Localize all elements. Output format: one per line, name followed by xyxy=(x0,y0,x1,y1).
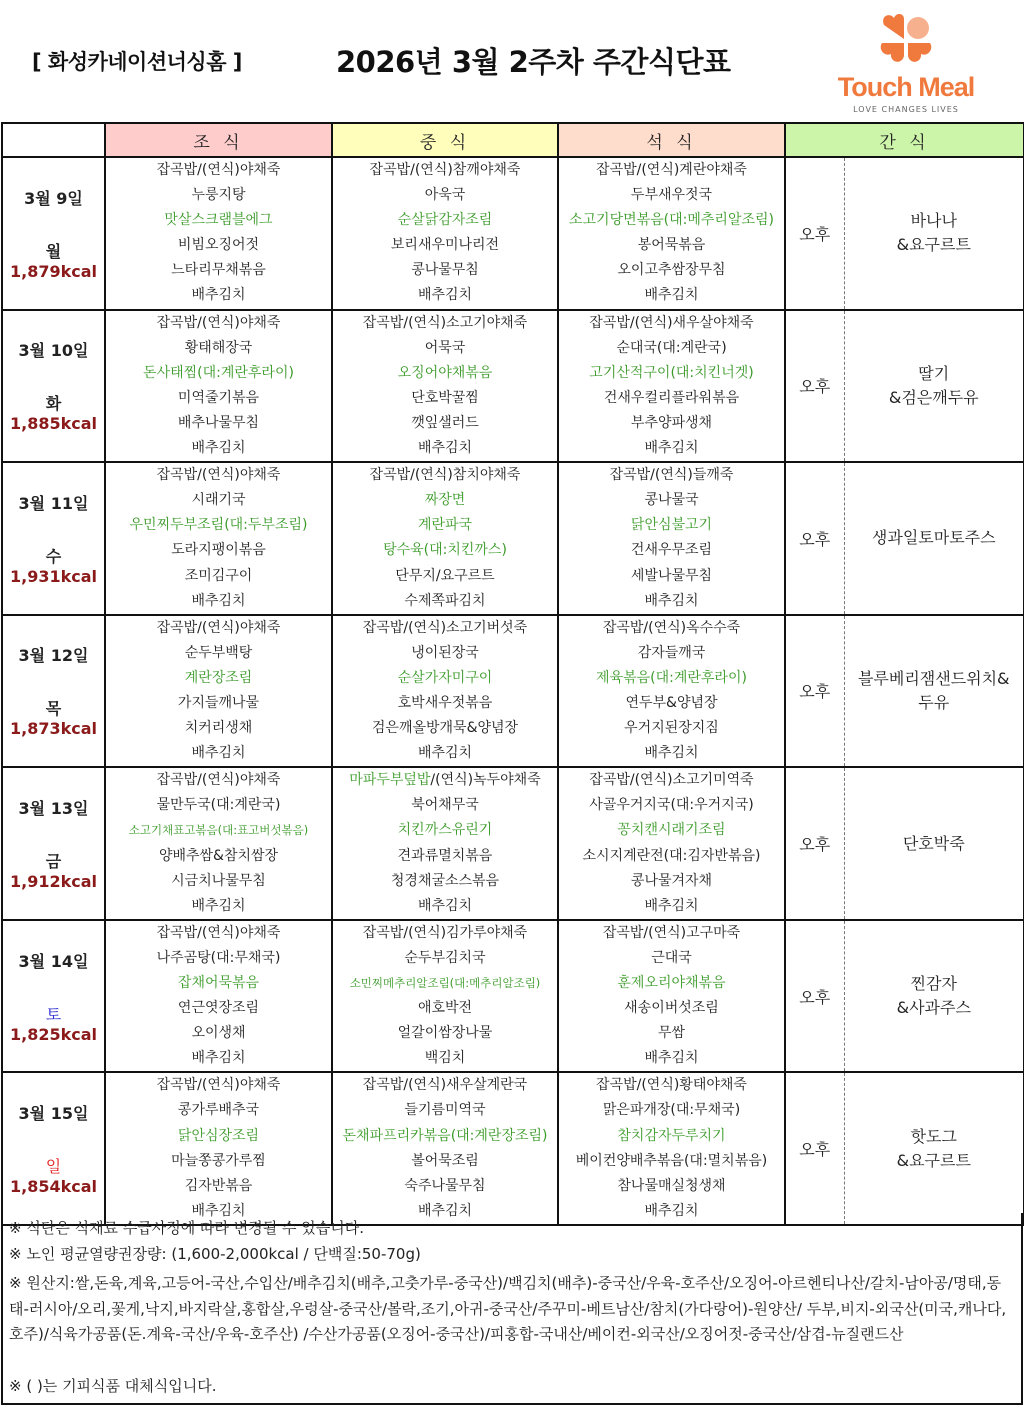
menu-item: 배추김치 xyxy=(417,287,473,304)
day-row xyxy=(2,157,1024,310)
menu-item: 소시지계란전(대:김자반볶음) xyxy=(582,847,761,864)
menu-item: 얼갈이쌈장나물 xyxy=(397,1025,493,1042)
lunch-cell xyxy=(332,920,558,1073)
menu-item: 잡곡밥/(연식)야채죽 xyxy=(156,314,281,331)
snack-time: 오후 xyxy=(785,615,844,768)
menu-item: 잡곡밥/(연식)소고기미역죽 xyxy=(589,772,754,789)
menu-item: 검은깨올방개묵&양념장 xyxy=(371,720,519,737)
date-label: 3월 14일 xyxy=(18,951,89,971)
snack-cell xyxy=(844,310,1024,463)
menu-item: 꽁치캔시래기조림 xyxy=(617,822,726,839)
menu-item: 우민찌두부조림(대:두부조림) xyxy=(129,517,308,534)
menu-item: 느타리무채볶음 xyxy=(171,262,266,279)
snack-item: &요구르트 xyxy=(896,1150,971,1170)
breakfast-cell xyxy=(105,615,332,768)
menu-item: 세발나물무침 xyxy=(630,567,713,584)
lunch-cell xyxy=(332,462,558,615)
clover-hearts-icon xyxy=(826,14,986,72)
page-header xyxy=(0,0,1024,122)
snack-cell xyxy=(844,462,1024,615)
menu-item: 소민찌메추리알조림(대:메추리알조림) xyxy=(349,976,541,990)
menu-item: 베이컨양배추볶음(대:멸치볶음) xyxy=(575,1152,768,1169)
weekday-label: 금 xyxy=(45,852,62,872)
menu-item: 콩나물국 xyxy=(644,492,699,509)
kcal-label: 1,873kcal xyxy=(9,719,97,739)
menu-item: 계란장조림 xyxy=(184,669,253,686)
menu-item: 참나물매실청생채 xyxy=(617,1177,726,1194)
menu-item: 북어채무국 xyxy=(411,797,479,814)
menu-item: 사골우거지국(대:우거지국) xyxy=(589,797,754,814)
menu-item: 김자반볶음 xyxy=(184,1177,253,1194)
menu-item: 배추김치 xyxy=(191,1050,246,1067)
menu-item: 견과류멸치볶음 xyxy=(397,847,493,864)
menu-item: 콩나물겨자채 xyxy=(630,872,713,889)
note-substitute: ※ ( )는 기피식품 대체식입니다. xyxy=(9,1377,217,1395)
kcal-label: 1,879kcal xyxy=(9,261,97,281)
menu-item: 잡곡밥/(연식)소고기버섯죽 xyxy=(362,619,528,636)
menu-item: 양배추쌈&참치쌈장 xyxy=(158,847,279,864)
menu-item: 새송이버섯조림 xyxy=(624,1000,719,1017)
menu-item: 배추김치 xyxy=(644,1202,699,1219)
menu-item: 순살가자미구이 xyxy=(397,669,493,686)
menu-item: 잡곡밥/(연식)새우살야채죽 xyxy=(589,314,754,331)
weekday-label: 토 xyxy=(45,1004,62,1024)
lunch-cell xyxy=(332,310,558,463)
snack-time: 오후 xyxy=(785,767,844,920)
menu-item: 배추나물무침 xyxy=(177,414,260,431)
menu-item: 오징어야채볶음 xyxy=(397,364,493,381)
menu-item: 볼어묵조림 xyxy=(411,1152,479,1169)
menu-item: 오이생채 xyxy=(191,1025,246,1042)
note-calorie: ※ 노인 평균열량권장량: (1,600-2,000kcal / 단백질:50-70g) xyxy=(9,1245,421,1263)
menu-item: 순두부백탕 xyxy=(184,644,253,661)
menu-item: 조미김구이 xyxy=(184,567,253,584)
lunch-cell xyxy=(332,615,558,768)
header-breakfast: 조 식 xyxy=(105,123,332,157)
menu-item: 근대국 xyxy=(651,949,692,966)
menu-item: 제육볶음(대:계란후라이) xyxy=(596,669,747,686)
day-row xyxy=(2,310,1024,463)
day-row xyxy=(2,920,1024,1073)
menu-item: 연근엿장조림 xyxy=(177,1000,260,1017)
date-label: 3월 15일 xyxy=(18,1104,89,1124)
menu-item: 잡곡밥/(연식)야채죽 xyxy=(156,924,281,941)
breakfast-cell xyxy=(105,310,332,463)
menu-item: 감자들깨국 xyxy=(637,644,706,661)
logo-brand: Touch Meal xyxy=(837,72,975,102)
snack-time: 오후 xyxy=(785,462,844,615)
snack-item: 딸기 xyxy=(918,363,950,383)
note-origin: ※ 원산지:쌀,돈육,계육,고등어-국산,수입산/배추김치(배추,고춧가루-중국산)/백김치(배추)-중국산/우육-호주산/오징어-아르헨티나산/갈치-남아공/명태,동태-러시아/오리,꽃게,낙지,바지락살,홍합살,우렁살-중국산/볼락,조기,아귀-중국산/주꾸미-베트남산/참치(가다랑어)-원양산/ 두부,비지-외국산(미국,캐나다,호주)/식육가공품(돈.계육-국산/우육-호주산) /수산가공품(오징어-중국산)/피홍합-국내산/베이컨-외국산/오징어젓-중국산/삼겹-뉴질랜드산 xyxy=(9,1274,1007,1343)
menu-item: 도라지팽이볶음 xyxy=(171,542,266,559)
lunch-cell xyxy=(332,1072,558,1225)
snack-cell xyxy=(844,157,1024,310)
menu-item: 나주곰탕(대:무채국) xyxy=(156,949,281,966)
menu-item: 호박새우젓볶음 xyxy=(397,694,493,711)
menu-item: 잡곡밥/(연식)들깨죽 xyxy=(609,467,734,484)
menu-item: 닭안심불고기 xyxy=(630,517,713,534)
lunch-cell xyxy=(332,767,558,920)
day-cell xyxy=(2,462,105,615)
weekday-label: 수 xyxy=(45,546,62,566)
snack-time: 오후 xyxy=(785,310,844,463)
menu-item: 순두부김치국 xyxy=(404,949,486,966)
menu-item: 마늘쫑콩가루찜 xyxy=(171,1152,266,1169)
alt-part: /(연식)녹두야채죽 xyxy=(430,772,541,789)
menu-item: 잡곡밥/(연식)소고기야채죽 xyxy=(362,314,528,331)
date-label: 3월 11일 xyxy=(18,493,89,513)
menu-item: 배추김치 xyxy=(191,440,246,457)
day-cell xyxy=(2,767,105,920)
menu-item: 잡곡밥/(연식)야채죽 xyxy=(156,162,281,178)
weekday-label: 화 xyxy=(45,394,62,414)
menu-item: 소고기채표고볶음(대:표고버섯볶음) xyxy=(128,823,309,838)
weekday-label: 일 xyxy=(45,1157,62,1177)
kcal-label: 1,885kcal xyxy=(9,414,97,434)
header-lunch: 중 식 xyxy=(332,123,558,157)
menu-item: 배추김치 xyxy=(417,897,473,914)
menu-item: 배추김치 xyxy=(191,592,246,609)
day-cell xyxy=(2,310,105,463)
day-cell xyxy=(2,1072,105,1225)
weekday-label: 월 xyxy=(45,241,62,261)
menu-item: 잡채어묵볶음 xyxy=(177,975,260,991)
snack-item: 찐감자 xyxy=(910,974,957,994)
menu-item: 백김치 xyxy=(424,1050,466,1067)
menu-item: 청경채굴소스볶음 xyxy=(390,872,500,889)
snack-item: 생과일토마토주스 xyxy=(871,528,996,548)
menu-item: 잡곡밥/(연식)참깨야채죽 xyxy=(369,162,521,178)
snack-cell xyxy=(844,1072,1024,1225)
menu-item: 건새우컬리플라워볶음 xyxy=(603,389,740,406)
menu-item: 배추김치 xyxy=(644,287,699,304)
menu-item: 배추김치 xyxy=(191,287,246,304)
snack-cell xyxy=(844,767,1024,920)
page-title: 2026년 3월 2주차 주간식단표 xyxy=(336,45,731,79)
menu-item: 보리새우미나리전 xyxy=(390,237,500,254)
menu-item: 돈사태찜(대:계란후라이) xyxy=(143,364,294,381)
menu-item: 황태해장국 xyxy=(184,339,253,356)
menu-item: 잡곡밥/(연식)고구마죽 xyxy=(602,924,741,941)
table-header-row xyxy=(2,123,1024,157)
menu-item: 들기름미역국 xyxy=(404,1102,486,1119)
lunch-cell xyxy=(332,157,558,310)
snack-item: 바나나 xyxy=(910,211,957,231)
menu-item: 건새우무조림 xyxy=(630,542,713,559)
menu-item: 배추김치 xyxy=(644,1050,699,1067)
weekly-menu-table xyxy=(1,122,1024,1226)
menu-item: 배추김치 xyxy=(417,1202,473,1219)
menu-item: 어묵국 xyxy=(424,339,466,356)
menu-item: 물만두국(대:계란국) xyxy=(156,797,281,814)
menu-item: 콩나물무침 xyxy=(411,262,479,279)
snack-item: 블루베리잼샌드위치& xyxy=(857,668,1010,688)
dinner-cell xyxy=(558,1072,785,1225)
weekday-label: 목 xyxy=(45,699,62,719)
menu-item: 부추양파생채 xyxy=(630,414,713,431)
logo-tagline: LOVE CHANGES LIVES xyxy=(853,105,959,114)
date-label: 3월 9일 xyxy=(24,188,83,208)
menu-item: 콩가루배추국 xyxy=(177,1102,260,1119)
breakfast-cell xyxy=(105,462,332,615)
kcal-label: 1,854kcal xyxy=(9,1177,97,1197)
breakfast-cell xyxy=(105,767,332,920)
day-cell xyxy=(2,920,105,1073)
menu-item: 치킨까스유린기 xyxy=(397,822,493,839)
date-label: 3월 13일 xyxy=(18,799,89,819)
menu-item: 잡곡밥/(연식)참치야채죽 xyxy=(369,467,521,484)
note-change: ※ 식단은 식재료 수급사정에 따라 변경될 수 있습니다. xyxy=(9,1219,365,1237)
menu-item: 고기산적구이(대:치킨너겟) xyxy=(589,364,754,381)
menu-item: 누룽지탕 xyxy=(191,187,246,204)
menu-item: 냉이된장국 xyxy=(411,644,479,661)
dinner-cell xyxy=(558,767,785,920)
touch-meal-logo xyxy=(826,14,986,118)
menu-item: 배추김치 xyxy=(644,592,699,609)
menu-item: 잡곡밥/(연식)옥수수죽 xyxy=(602,619,741,636)
menu-item: 배추김치 xyxy=(417,440,473,457)
menu-item: 잡곡밥/(연식)김가루야채죽 xyxy=(362,924,528,941)
snack-item: &사과주스 xyxy=(896,998,971,1018)
snack-cell xyxy=(844,615,1024,768)
menu-item: 애호박전 xyxy=(417,1000,473,1017)
menu-item: 잡곡밥/(연식)야채죽 xyxy=(156,619,281,636)
day-cell xyxy=(2,615,105,768)
menu-item: 배추김치 xyxy=(644,897,699,914)
day-row xyxy=(2,462,1024,615)
menu-item: 잡곡밥/(연식)야채죽 xyxy=(156,772,281,789)
kcal-label: 1,825kcal xyxy=(9,1024,97,1044)
menu-item: 숙주나물무침 xyxy=(404,1177,486,1194)
date-label: 3월 10일 xyxy=(18,341,89,361)
day-row xyxy=(2,1072,1024,1225)
menu-item: 아욱국 xyxy=(424,187,466,204)
breakfast-cell xyxy=(105,1072,332,1225)
menu-item: 미역줄기볶음 xyxy=(177,389,260,406)
header-snack: 간 식 xyxy=(785,123,1024,157)
breakfast-cell xyxy=(105,920,332,1073)
snack-time: 오후 xyxy=(785,157,844,310)
menu-item: 오이고추쌈장무침 xyxy=(617,262,726,279)
main-dish-part: 마파두부덮밥 xyxy=(349,772,431,789)
menu-item: 닭안심장조림 xyxy=(177,1127,260,1144)
kcal-label: 1,912kcal xyxy=(9,872,97,892)
menu-item: 소고기당면볶음(대:메추리알조림) xyxy=(569,212,774,229)
menu-item: 잡곡밥/(연식)야채죽 xyxy=(156,1077,281,1094)
menu-item: 배추김치 xyxy=(644,440,699,457)
menu-item: 돈채파프리카볶음(대:계란장조림) xyxy=(342,1127,548,1144)
menu-item: 순살닭감자조림 xyxy=(397,212,493,229)
snack-cell xyxy=(844,920,1024,1073)
menu-item: 잡곡밥/(연식)계란야채죽 xyxy=(596,162,747,178)
menu-item: 참치감자두루치기 xyxy=(617,1127,726,1144)
notes-section xyxy=(1,1213,1023,1405)
menu-item: 배추김치 xyxy=(417,745,473,762)
menu-item: 연두부&양념장 xyxy=(625,694,718,711)
menu-item: 치커리생채 xyxy=(184,720,253,737)
snack-item: &검은깨두유 xyxy=(888,387,979,407)
menu-item: 순대국(대:계란국) xyxy=(616,339,727,356)
menu-item: 잡곡밥/(연식)새우살계란국 xyxy=(362,1077,528,1094)
menu-item: 비빔오징어젓 xyxy=(177,237,260,254)
menu-item: 무쌈 xyxy=(657,1025,686,1042)
menu-item: 단무지/요구르트 xyxy=(395,567,495,584)
menu-item: 배추김치 xyxy=(191,745,246,762)
menu-item: 시래기국 xyxy=(191,492,246,509)
snack-item: 두유 xyxy=(918,692,950,712)
day-cell xyxy=(2,157,105,310)
menu-item: 맛살스크램블에그 xyxy=(164,212,273,229)
snack-item: 단호박죽 xyxy=(902,833,965,853)
menu-item: 수제쪽파김치 xyxy=(404,592,486,609)
dinner-cell xyxy=(558,310,785,463)
snack-time: 오후 xyxy=(785,1072,844,1225)
menu-item xyxy=(333,768,557,793)
dinner-cell xyxy=(558,920,785,1073)
menu-item: 계란파국 xyxy=(417,517,473,534)
menu-item: 맑은파개장(대:무채국) xyxy=(602,1102,741,1119)
menu-item: 배추김치 xyxy=(644,745,699,762)
menu-item: 깻잎샐러드 xyxy=(411,414,479,431)
menu-item: 우거지된장지짐 xyxy=(624,720,719,737)
menu-item: 배추김치 xyxy=(191,1202,246,1219)
menu-item: 배추김치 xyxy=(191,897,246,914)
day-row xyxy=(2,767,1024,920)
header-dinner: 석 식 xyxy=(558,123,785,157)
menu-item: 짜장면 xyxy=(424,492,466,509)
day-row xyxy=(2,615,1024,768)
menu-item: 시금치나물무침 xyxy=(171,872,266,889)
date-label: 3월 12일 xyxy=(18,646,89,666)
header-day xyxy=(2,123,105,157)
menu-item: 잡곡밥/(연식)황태야채죽 xyxy=(596,1077,747,1094)
facility-name: [ 화성카네이션너싱홈 ] xyxy=(32,50,242,74)
kcal-label: 1,931kcal xyxy=(9,566,97,586)
breakfast-cell xyxy=(105,157,332,310)
menu-item: 두부새우젓국 xyxy=(630,187,713,204)
menu-item: 탕수육(대:치킨까스) xyxy=(383,542,507,559)
dinner-cell xyxy=(558,615,785,768)
snack-time: 오후 xyxy=(785,920,844,1073)
menu-item: 잡곡밥/(연식)야채죽 xyxy=(156,467,281,484)
menu-item: 단호박꿀찜 xyxy=(411,389,479,406)
menu-item: 훈제오리야채볶음 xyxy=(617,975,726,991)
menu-item: 봉어묵볶음 xyxy=(637,237,706,254)
snack-item: &요구르트 xyxy=(896,235,971,255)
dinner-cell xyxy=(558,157,785,310)
dinner-cell xyxy=(558,462,785,615)
snack-item: 핫도그 xyxy=(910,1126,957,1146)
menu-item: 가지들깨나물 xyxy=(177,694,260,711)
